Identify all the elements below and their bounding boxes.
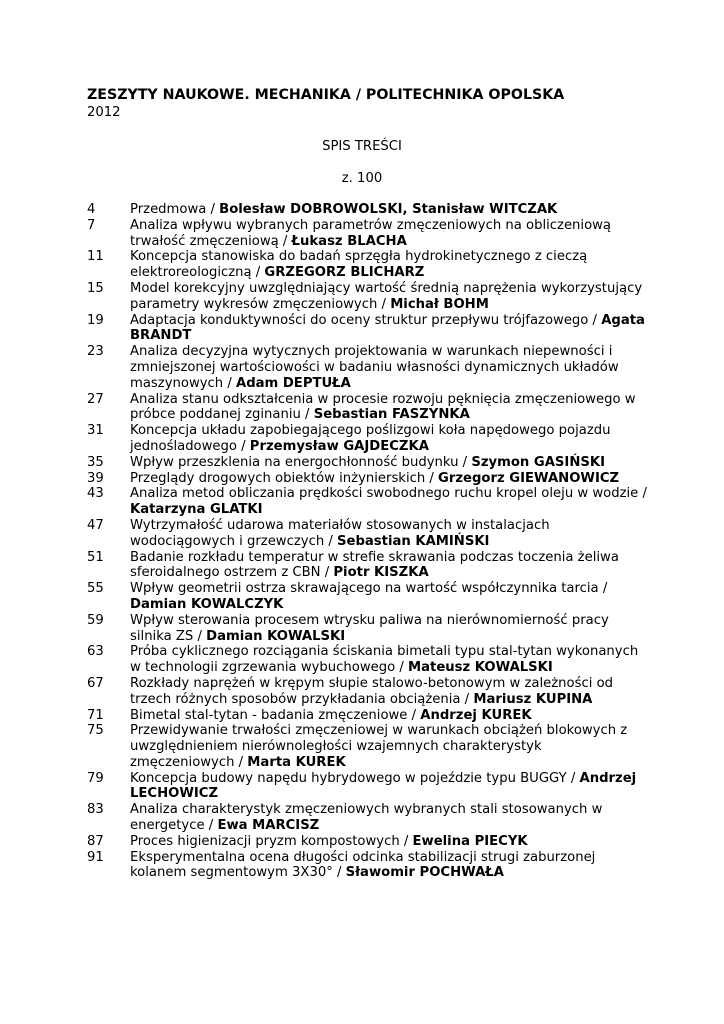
paper-title: Rozkłady naprężeń w krępym słupie stalowo-betonowym w zależności od trzech różnych sposobów przykładania obciążenia /: [130, 675, 614, 707]
toc-page-number: 23: [87, 344, 104, 360]
paper-authors: Ewa MARCISZ: [217, 818, 320, 834]
paper-authors: Agata BRANDT: [130, 312, 645, 344]
paper-title: Analiza charakterystyk zmęczeniowych wybranych stali stosowanych w energetyce /: [130, 802, 603, 834]
toc-entry: [87, 676, 647, 708]
paper-authors: Sebastian FASZYNKA: [313, 407, 470, 423]
toc-entry-text: [130, 218, 647, 250]
toc-entry-text: [130, 281, 647, 313]
paper-authors: Piotr KISZKA: [333, 565, 429, 581]
toc-entry: [87, 486, 647, 518]
toc-entry: [87, 281, 647, 313]
toc-entry-text: [130, 723, 647, 770]
paper-title: Proces higienizacji pryzm kompostowych /: [130, 833, 413, 849]
toc-entry-text: [130, 486, 647, 518]
paper-authors: Katarzyna GLATKI: [130, 502, 263, 518]
toc-entry-text: [130, 613, 647, 645]
toc-heading: SPIS TREŚCI: [322, 139, 402, 154]
toc-page-number: 83: [87, 802, 104, 818]
paper-authors: GRZEGORZ BLICHARZ: [264, 265, 425, 281]
paper-title: Wpływ geometrii ostrza skrawającego na wartość współczynnika tarcia /: [130, 581, 608, 597]
toc-page-number: 43: [87, 486, 104, 502]
toc-entry-text: [130, 455, 647, 471]
toc-entry: [87, 708, 647, 724]
toc-entry-text: [130, 202, 647, 218]
paper-title: Koncepcja stanowiska do badań sprzęgła hydrokinetycznego z cieczą elektroreologiczną /: [130, 249, 588, 281]
paper-authors: Bolesław DOBROWOLSKI, Stanisław WITCZAK: [219, 202, 558, 217]
paper-authors: Grzegorz GIEWANOWICZ: [438, 470, 620, 486]
toc-entry-text: [130, 834, 647, 850]
paper-authors: Damian KOWALSKI: [206, 628, 346, 644]
toc-entry: [87, 850, 647, 882]
paper-authors: Ewelina PIECYK: [412, 833, 528, 849]
paper-authors: Michał BOHM: [390, 296, 489, 312]
toc-entry: [87, 392, 647, 424]
document-header: [87, 86, 564, 121]
paper-authors: Mariusz KUPINA: [473, 691, 593, 707]
toc-entry-text: [130, 471, 647, 487]
toc-entry-text: [130, 249, 647, 281]
toc-page-number: 55: [87, 581, 104, 597]
paper-title: Wpływ sterowania procesem wtrysku paliwa na nierównomierność pracy silnika ZS /: [130, 612, 609, 644]
paper-title: Analiza decyzyjna wytycznych projektowania w warunkach niepewności i zmniejszonej wartościowości w badaniu własności dynamicznych układów maszynowych /: [130, 344, 619, 391]
toc-entry-text: [130, 850, 647, 882]
toc-page-number: 19: [87, 312, 104, 328]
toc-page-number: 31: [87, 423, 104, 439]
toc-entry-text: [130, 313, 647, 345]
paper-authors: Andrzej KUREK: [420, 707, 532, 723]
publication-year: 2012: [87, 105, 121, 120]
toc-entry-text: [130, 644, 647, 676]
paper-title: Koncepcja budowy napędu hybrydowego w pojeździe typu BUGGY /: [130, 770, 580, 786]
issue-number: z. 100: [341, 171, 383, 186]
toc-entry: [87, 644, 647, 676]
toc-entry: [87, 218, 647, 250]
toc-page-number: 63: [87, 644, 104, 660]
table-of-contents: [87, 202, 647, 881]
paper-authors: Łukasz BLACHA: [291, 233, 407, 249]
toc-entry: [87, 613, 647, 645]
toc-page-number: 51: [87, 549, 104, 565]
toc-page-number: 7: [87, 217, 96, 233]
paper-title: Koncepcja układu zapobiegającego poślizgowi koła napędowego pojazdu jednośladowego /: [130, 423, 611, 454]
paper-title: Wpływ przeszklenia na energochłonność budynku /: [130, 454, 472, 470]
toc-entry-text: [130, 344, 647, 391]
paper-authors: Sławomir POCHWAŁA: [345, 865, 504, 881]
paper-title: Analiza stanu odkształcenia w procesie rozwoju pęknięcia zmęczeniowego w próbce poddanej zginaniu /: [130, 391, 636, 423]
toc-page-number: 87: [87, 833, 104, 849]
toc-entry: [87, 344, 647, 391]
toc-page-number: 11: [87, 249, 104, 265]
paper-authors: Marta KUREK: [247, 754, 346, 770]
paper-title: Przedmowa /: [130, 202, 220, 217]
paper-authors: Adam DEPTUŁA: [235, 375, 351, 391]
paper-title: Badanie rozkładu temperatur w strefie skrawania podczas toczenia żeliwa sferoidalnego ostrzem z CBN /: [130, 549, 619, 581]
toc-entry: [87, 771, 647, 803]
paper-authors: Sebastian KAMIŃSKI: [337, 533, 490, 549]
toc-entry-text: [130, 708, 647, 724]
toc-entry-text: [130, 518, 647, 550]
paper-title: Bimetal stal-tytan - badania zmęczeniowe /: [130, 707, 421, 723]
toc-entry: [87, 723, 647, 770]
paper-title: Przewidywanie trwałości zmęczeniowej w warunkach obciążeń blokowych z uwzględnieniem nierównoległości wzajemnych charakterystyk zmęczeniowych /: [130, 723, 628, 770]
paper-title: Adaptacja konduktywności do oceny struktur przepływu trójfazowego /: [130, 312, 602, 328]
paper-authors: Przemysław GAJDECZKA: [249, 438, 429, 454]
toc-page-number: 91: [87, 849, 104, 865]
toc-page-number: 67: [87, 675, 104, 691]
toc-page-number: 15: [87, 280, 104, 296]
toc-page-number: 35: [87, 454, 104, 470]
toc-entry-text: [130, 581, 647, 613]
toc-page-number: 59: [87, 612, 104, 628]
paper-title: Przeglądy drogowych obiektów inżynierskich /: [130, 470, 439, 486]
paper-authors: Szymon GASIŃSKI: [471, 454, 605, 470]
paper-title: Analiza metod obliczania prędkości swobodnego ruchu kropel oleju w wodzie /: [130, 486, 647, 502]
toc-entry: [87, 202, 647, 218]
toc-page-number: 75: [87, 723, 104, 739]
toc-entry: [87, 834, 647, 850]
toc-entry-text: [130, 392, 647, 424]
toc-entry: [87, 802, 647, 834]
toc-page-number: 27: [87, 391, 104, 407]
toc-page-number: 47: [87, 517, 104, 533]
paper-title: Wytrzymałość udarowa materiałów stosowanych w instalacjach wodociągowych i grzewczych /: [130, 517, 550, 549]
toc-entry: [87, 581, 647, 613]
toc-page-number: 79: [87, 770, 104, 786]
toc-entry: [87, 518, 647, 550]
toc-entry-text: [130, 676, 647, 708]
toc-entry-text: [130, 802, 647, 834]
paper-title: Próba cyklicznego rozciągania ściskania bimetali typu stal-tytan wykonanych w technologii zgrzewania wybuchowego /: [130, 644, 639, 676]
toc-page-number: 39: [87, 470, 104, 486]
toc-entry: [87, 455, 647, 471]
paper-title: Eksperymentalna ocena długości odcinka stabilizacji strugi zaburzonej kolanem segmentowym 3X30° /: [130, 849, 596, 881]
toc-page-number: 4: [87, 202, 96, 217]
toc-entry: [87, 423, 647, 455]
toc-entry: [87, 249, 647, 281]
toc-entry: [87, 313, 647, 345]
paper-title: Model korekcyjny uwzględniający wartość średnią naprężenia wykorzystujący parametry wykresów zmęczeniowych /: [130, 280, 643, 312]
toc-page-number: 71: [87, 707, 104, 723]
toc-entry-text: [130, 550, 647, 582]
toc-entry: [87, 471, 647, 487]
paper-authors: Damian KOWALCZYK: [130, 596, 284, 612]
toc-entry: [87, 550, 647, 582]
paper-authors: Mateusz KOWALSKI: [408, 660, 553, 676]
paper-title: Analiza wpływu wybranych parametrów zmęczeniowych na obliczeniową trwałość zmęczeniową /: [130, 217, 612, 249]
toc-entry-text: [130, 771, 647, 803]
paper-authors: Andrzej LECHOWICZ: [130, 770, 637, 802]
journal-title: ZESZYTY NAUKOWE. MECHANIKA / POLITECHNIKA OPOLSKA: [87, 87, 565, 103]
toc-entry-text: [130, 423, 647, 455]
